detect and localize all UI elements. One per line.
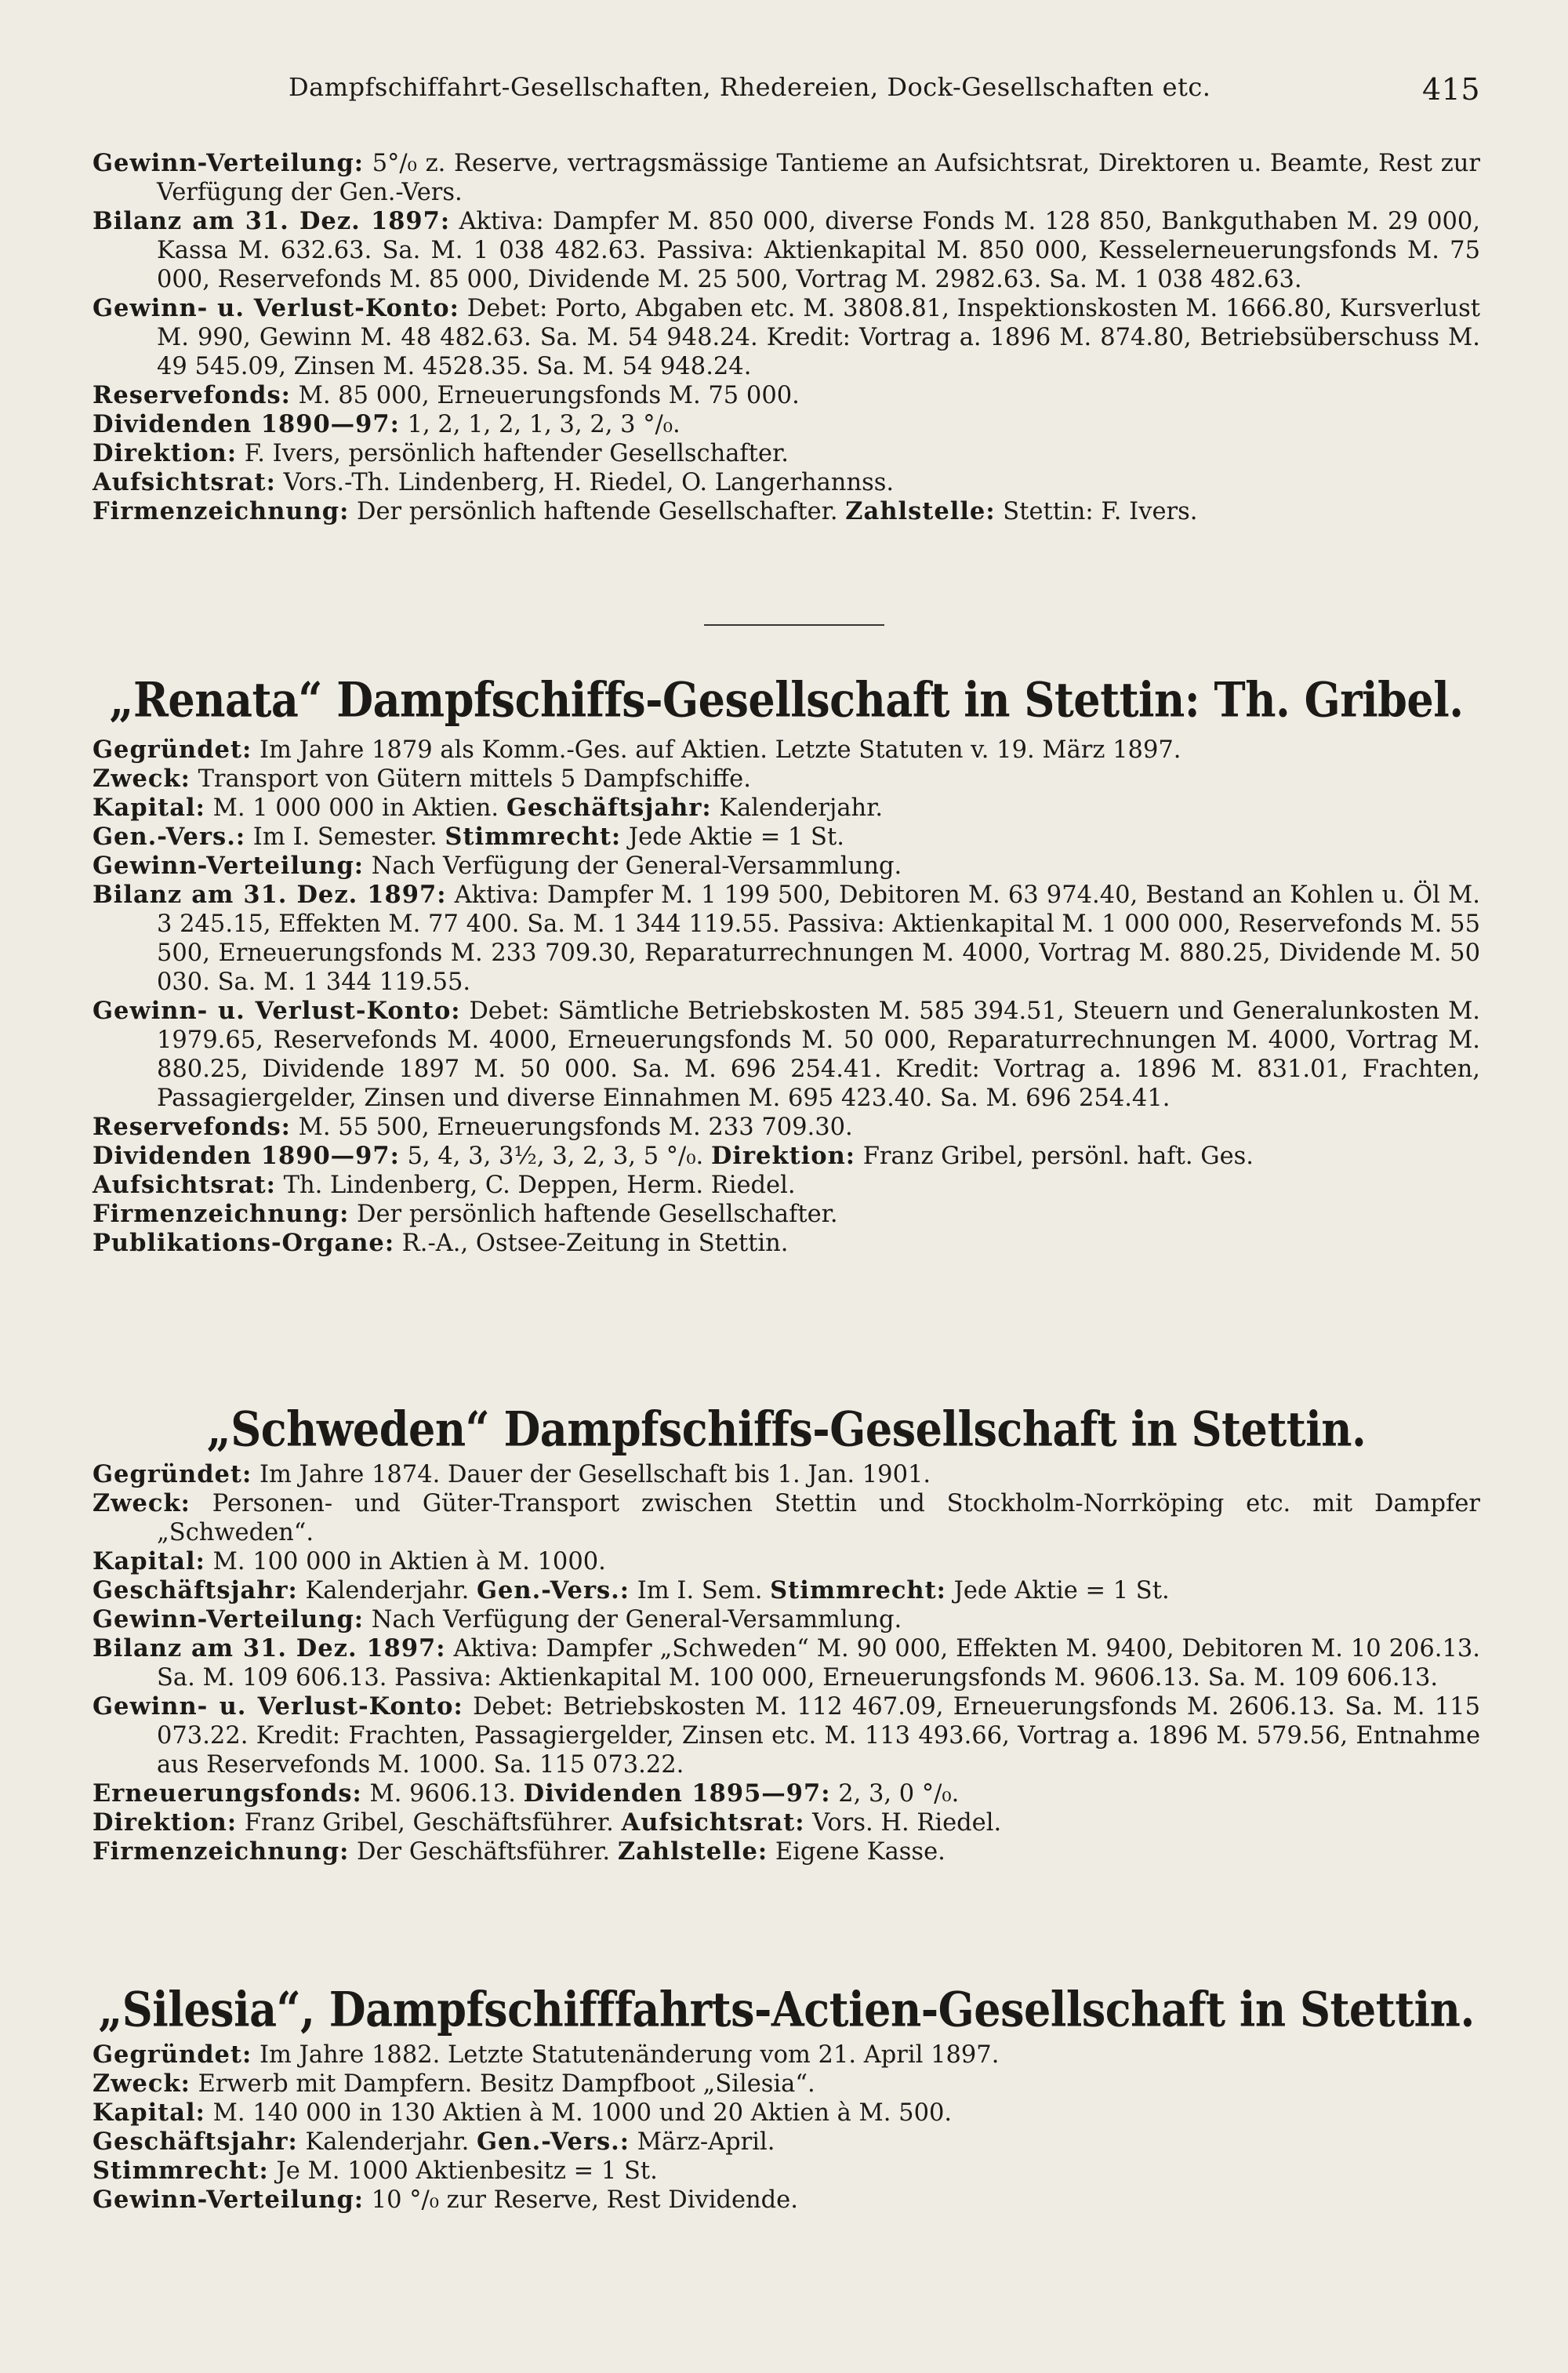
entry-line: Kapital: M. 1 000 000 in Aktien. Geschäftsjahr: Kalenderjahr. xyxy=(93,794,884,822)
entry-line: Gewinn- u. Verlust-Konto: Debet: Betriebskosten M. 112 467.09, Erneuerungsfonds M. 2606.13. Sa. M. 115 073.22. Kredit: Frachten, Passagiergelder, Zinsen etc. M. 113 493.66, Vortrag a. 1896 M. 579.56, Entnahme aus Reservefonds M. 1000. Sa. 115 073.22. xyxy=(93,1692,1480,1779)
entry-line: Stimmrecht: Je M. 1000 Aktienbesitz = 1 St. xyxy=(93,2157,658,2185)
entry-line: Gen.-Vers.: Im I. Semester. Stimmrecht: Jede Aktie = 1 St. xyxy=(93,823,844,851)
entry-line: Gewinn-Verteilung: Nach Verfügung der General-Versammlung. xyxy=(93,1605,902,1633)
entry-line: Aufsichtsrat: Vors.-Th. Lindenberg, H. Riedel, O. Langerhannss. xyxy=(93,468,895,496)
section-schweden xyxy=(93,1460,1480,1866)
section-title-renata: „Renata“ Dampfschiffs-Gesellschaft in Stettin: Th. Gribel. xyxy=(109,671,1464,728)
section-previous-company xyxy=(93,149,1480,526)
entry-line: Gewinn-Verteilung: 10 °/₀ zur Reserve, Rest Dividende. xyxy=(93,2186,798,2214)
entry-line: Publikations-Organe: R.-A., Ostsee-Zeitung in Stettin. xyxy=(93,1229,789,1257)
entry-line: Geschäftsjahr: Kalenderjahr. Gen.-Vers.: Im I. Sem. Stimmrecht: Jede Aktie = 1 St. xyxy=(93,1576,1170,1604)
entry-line: Reservefonds: M. 85 000, Erneuerungsfonds M. 75 000. xyxy=(93,381,800,409)
entry-line: Zweck: Erwerb mit Dampfern. Besitz Dampfboot „Silesia“. xyxy=(93,2070,815,2098)
entry-line: Dividenden 1890—97: 1, 2, 1, 2, 1, 3, 2, 3 °/₀. xyxy=(93,410,681,438)
entry-line: Aufsichtsrat: Th. Lindenberg, C. Deppen, Herm. Riedel. xyxy=(93,1171,796,1199)
entry-line: Gewinn-Verteilung: Nach Verfügung der General-Versammlung. xyxy=(93,852,902,880)
entry-line: Bilanz am 31. Dez. 1897: Aktiva: Dampfer M. 850 000, diverse Fonds M. 128 850, Bankguthaben M. 29 000, Kassa M. 632.63. Sa. M. 1 038 482.63. Passiva: Aktienkapital M. 850 000, Kesselerneuerungsfonds M. 75 000, Reservefonds M. 85 000, Dividende M. 25 500, Vortrag M. 2982.63. Sa. M. 1 038 482.63. xyxy=(93,207,1480,293)
running-title: Dampfschiffahrt-Gesellschaften, Rhedereien, Dock-Gesellschaften etc. xyxy=(289,72,1211,102)
entry-line: Firmenzeichnung: Der persönlich haftende Gesellschafter. xyxy=(93,1200,838,1228)
page-number: 415 xyxy=(1421,72,1480,107)
entry-line: Direktion: Franz Gribel, Geschäftsführer. Aufsichtsrat: Vors. H. Riedel. xyxy=(93,1808,1002,1837)
entry-line: Kapital: M. 140 000 in 130 Aktien à M. 1000 und 20 Aktien à M. 500. xyxy=(93,2099,953,2127)
section-title-silesia: „Silesia“, Dampfschifffahrts-Actien-Gesellschaft in Stettin. xyxy=(98,1981,1475,2037)
entry-line: Kapital: M. 100 000 in Aktien à M. 1000. xyxy=(93,1547,606,1575)
entry-line: Erneuerungsfonds: M. 9606.13. Dividenden 1895—97: 2, 3, 0 °/₀. xyxy=(93,1779,960,1808)
entry-line: Firmenzeichnung: Der Geschäftsführer. Zahlstelle: Eigene Kasse. xyxy=(93,1837,946,1866)
entry-line: Direktion: F. Ivers, persönlich haftender Gesellschafter. xyxy=(93,439,789,467)
entry-line: Geschäftsjahr: Kalenderjahr. Gen.-Vers.: März-April. xyxy=(93,2128,775,2156)
entry-line: Bilanz am 31. Dez. 1897: Aktiva: Dampfer M. 1 199 500, Debitoren M. 63 974.40, Bestand an Kohlen u. Öl M. 3 245.15, Effekten M. 77 400. Sa. M. 1 344 119.55. Passiva: Aktienkapital M. 1 000 000, Reservefonds M. 55 500, Erneuerungsfonds M. 233 709.30, Reparaturrechnungen M. 4000, Vortrag M. 880.25, Dividende M. 50 030. Sa. M. 1 344 119.55. xyxy=(93,881,1480,996)
section-renata xyxy=(93,736,1480,1258)
entry-line: Gewinn-Verteilung: 5°/₀ z. Reserve, vertragsmässige Tantieme an Aufsichtsrat, Direktoren u. Beamte, Rest zur Verfügung der Gen.-Vers. xyxy=(93,149,1480,206)
entry-line: Firmenzeichnung: Der persönlich haftende Gesellschafter. Zahlstelle: Stettin: F. Ivers. xyxy=(93,497,1198,525)
entry-line: Bilanz am 31. Dez. 1897: Aktiva: Dampfer „Schweden“ M. 90 000, Effekten M. 9400, Debitoren M. 10 206.13. Sa. M. 109 606.13. Passiva: Aktienkapital M. 100 000, Erneuerungsfonds M. 9606.13. Sa. M. 109 606.13. xyxy=(93,1634,1480,1692)
entry-line: Dividenden 1890—97: 5, 4, 3, 3½, 3, 2, 3, 5 °/₀. Direktion: Franz Gribel, persönl. haft. Ges. xyxy=(93,1142,1254,1170)
entry-line: Gegründet: Im Jahre 1874. Dauer der Gesellschaft bis 1. Jan. 1901. xyxy=(93,1460,931,1488)
entry-line: Zweck: Personen- und Güter-Transport zwischen Stettin und Stockholm-Norrköping etc. mit Dampfer „Schweden“. xyxy=(93,1489,1480,1546)
entry-line: Zweck: Transport von Gütern mittels 5 Dampfschiffe. xyxy=(93,765,751,793)
page-header xyxy=(93,72,1480,107)
entry-line: Reservefonds: M. 55 500, Erneuerungsfonds M. 233 709.30. xyxy=(93,1113,853,1141)
section-title-schweden: „Schweden“ Dampfschiffs-Gesellschaft in Stettin. xyxy=(206,1401,1367,1457)
entry-line: Gewinn- u. Verlust-Konto: Debet: Sämtliche Betriebskosten M. 585 394.51, Steuern und Generalunkosten M. 1979.65, Reservefonds M. 4000, Erneuerungsfonds M. 50 000, Reparaturrechnungen M. 4000, Vortrag M. 880.25, Dividende 1897 M. 50 000. Sa. M. 696 254.41. Kredit: Vortrag a. 1896 M. 831.01, Frachten, Passagiergelder, Zinsen und diverse Einnahmen M. 695 423.40. Sa. M. 696 254.41. xyxy=(93,997,1481,1112)
entry-line: Gegründet: Im Jahre 1879 als Komm.-Ges. auf Aktien. Letzte Statuten v. 19. März 1897. xyxy=(93,736,1181,764)
section-silesia xyxy=(93,2040,1480,2215)
entry-line: Gegründet: Im Jahre 1882. Letzte Statutenänderung vom 21. April 1897. xyxy=(93,2040,1000,2069)
section-divider xyxy=(704,624,884,626)
entry-line: Gewinn- u. Verlust-Konto: Debet: Porto, Abgaben etc. M. 3808.81, Inspektionskosten M. 1666.80, Kursverlust M. 990, Gewinn M. 48 482.63. Sa. M. 54 948.24. Kredit: Vortrag a. 1896 M. 874.80, Betriebsüberschuss M. 49 545.09, Zinsen M. 4528.35. Sa. M. 54 948.24. xyxy=(93,294,1481,380)
